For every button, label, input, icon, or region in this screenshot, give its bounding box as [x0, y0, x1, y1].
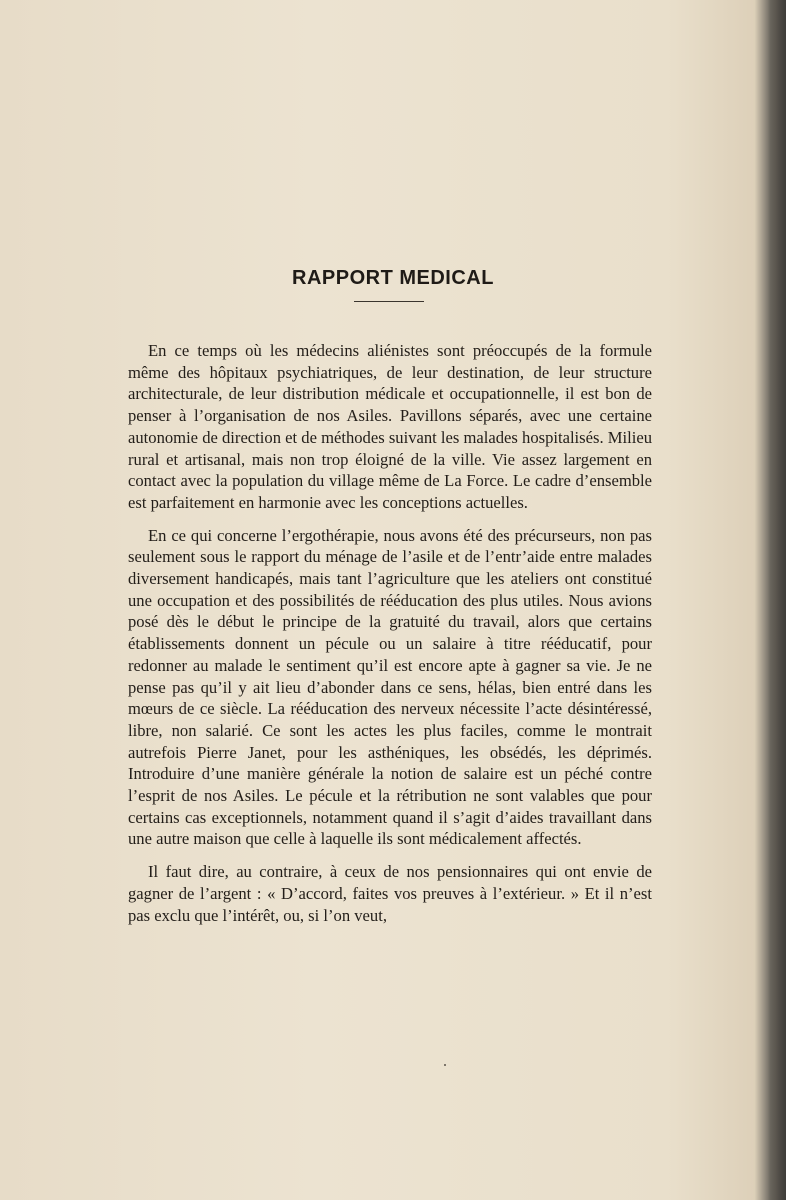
paragraph-3: Il faut dire, au contraire, à ceux de nos pensionnaires qui ont envie de gagner de l’argent : « D’accord, faites vos preuves à l’extérieur. » Et il n’est pas exclu que l’intérêt, ou, si l’on veut, [128, 862, 652, 925]
page-edge-shadow [768, 0, 786, 1200]
paper-speck [444, 1064, 446, 1066]
page-title: RAPPORT MEDICAL [292, 267, 494, 290]
paragraph-1: En ce temps où les médecins aliénistes sont préoccupés de la formule même des hôpitaux psychiatriques, de leur destination, de leur structure architecturale, de leur distribution médicale et occupationnelle, il est bon de penser à l’organisation de nos Asiles. Pavillons séparés, avec une certaine autonomie de direction et de méthodes suivant les malades hospitalisés. Milieu rural et artisanal, mais non trop éloigné de la ville. Vie assez largement en contact avec la population du village même de La Force. Le cadre d’ensemble est parfaitement en harmonie avec les conceptions actuelles. [128, 341, 652, 512]
title-divider [354, 301, 424, 302]
body-text [128, 340, 652, 937]
paragraph-2: En ce qui concerne l’ergothérapie, nous avons été des précurseurs, non pas seulement sous le rapport du ménage de l’asile et de l’entr’aide entre malades diversement handicapés, mais tant l’agriculture que les ateliers ont constitué une occupation et des possibilités de rééducation des plus utiles. Nous avions posé dès le début le principe de la gratuité du travail, alors que certains établissements donnent un pécule ou un salaire à titre rééducatif, pour redonner au malade le sentiment qu’il est encore apte à gagner sa vie. Je ne pense pas qu’il y ait lieu d’abonder dans ce sens, hélas, bien entré dans les mœurs de ce siècle. La rééducation des nerveux nécessite l’acte désintéressé, libre, non salarié. Ce sont les actes les plus faciles, comme le montrait autrefois Pierre Janet, pour les asthéniques, les obsédés, les déprimés. Introduire d’une manière générale la notion de salaire est un péché contre l’esprit de nos Asiles. Le pécule et la rétribution ne sont valables que pour certains cas exceptionnels, notamment quand il s’agit d’aides travaillant dans une autre maison que celle à laquelle ils sont médicalement affectés. [128, 525, 652, 849]
